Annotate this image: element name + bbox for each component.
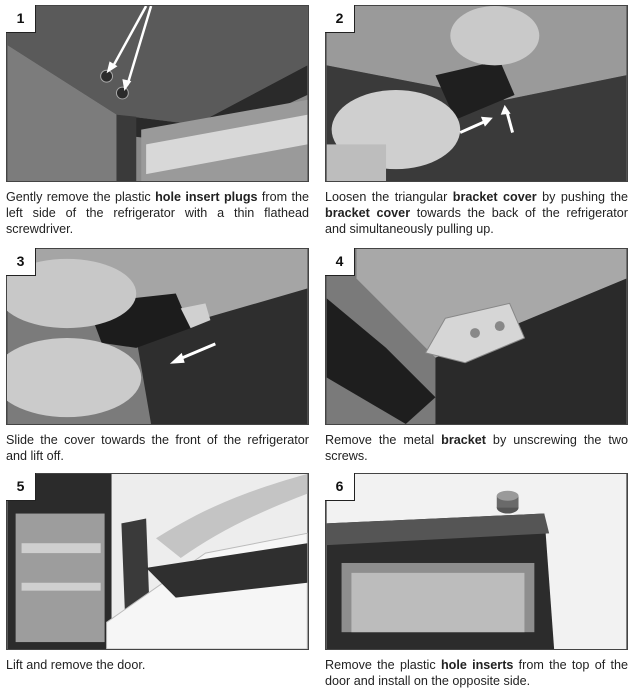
caption-text: Remove the plastic xyxy=(325,658,441,672)
caption-bold-term: bracket cover xyxy=(452,190,537,204)
step-5-photo xyxy=(6,473,309,650)
step-1-photo xyxy=(6,5,309,182)
step-caption xyxy=(325,432,628,464)
step-caption xyxy=(6,189,309,237)
caption-text: from the left side of the refrigerator with a thin flathead screwdriver. xyxy=(6,190,309,236)
caption-text: Lift and remove the door. xyxy=(6,658,146,672)
step-number: 5 xyxy=(6,473,36,501)
slide-cover-illustration xyxy=(7,249,308,424)
caption-text: Slide the cover towards the front of the refrigerator and lift off. xyxy=(6,433,309,463)
step-2-photo xyxy=(325,5,628,182)
caption-text: from the top of the door and install on the opposite side. xyxy=(325,658,628,688)
caption-bold-term: bracket xyxy=(441,433,486,447)
step-number: 1 xyxy=(6,5,36,33)
caption-text: by pushing the xyxy=(536,190,628,204)
door-hole-inserts-illustration xyxy=(326,474,627,649)
step-caption xyxy=(6,657,309,673)
step-3-photo xyxy=(6,248,309,425)
metal-bracket-illustration xyxy=(326,249,627,424)
caption-bold-term: hole insert plugs xyxy=(155,190,258,204)
step-6-photo xyxy=(325,473,628,650)
step-caption xyxy=(6,432,309,464)
hole-insert-plugs-illustration xyxy=(7,6,308,181)
step-4-photo xyxy=(325,248,628,425)
bracket-cover-push-illustration xyxy=(326,6,627,181)
caption-text: Remove the metal xyxy=(325,433,442,447)
caption-text: Loosen the triangular xyxy=(325,190,453,204)
caption-text: Gently remove the plastic xyxy=(6,190,156,204)
step-number: 4 xyxy=(325,248,355,276)
step-caption xyxy=(325,657,628,689)
caption-bold-term: hole inserts xyxy=(440,658,514,672)
step-number: 6 xyxy=(325,473,355,501)
caption-bold-term: bracket cover xyxy=(325,206,411,220)
step-number: 3 xyxy=(6,248,36,276)
step-caption xyxy=(325,189,628,237)
step-number: 2 xyxy=(325,5,355,33)
caption-text: towards the back of the refrigerator and simultaneously pulling up. xyxy=(325,206,628,236)
caption-text: by unscrewing the two screws. xyxy=(325,433,628,463)
lift-door-illustration xyxy=(7,474,308,649)
